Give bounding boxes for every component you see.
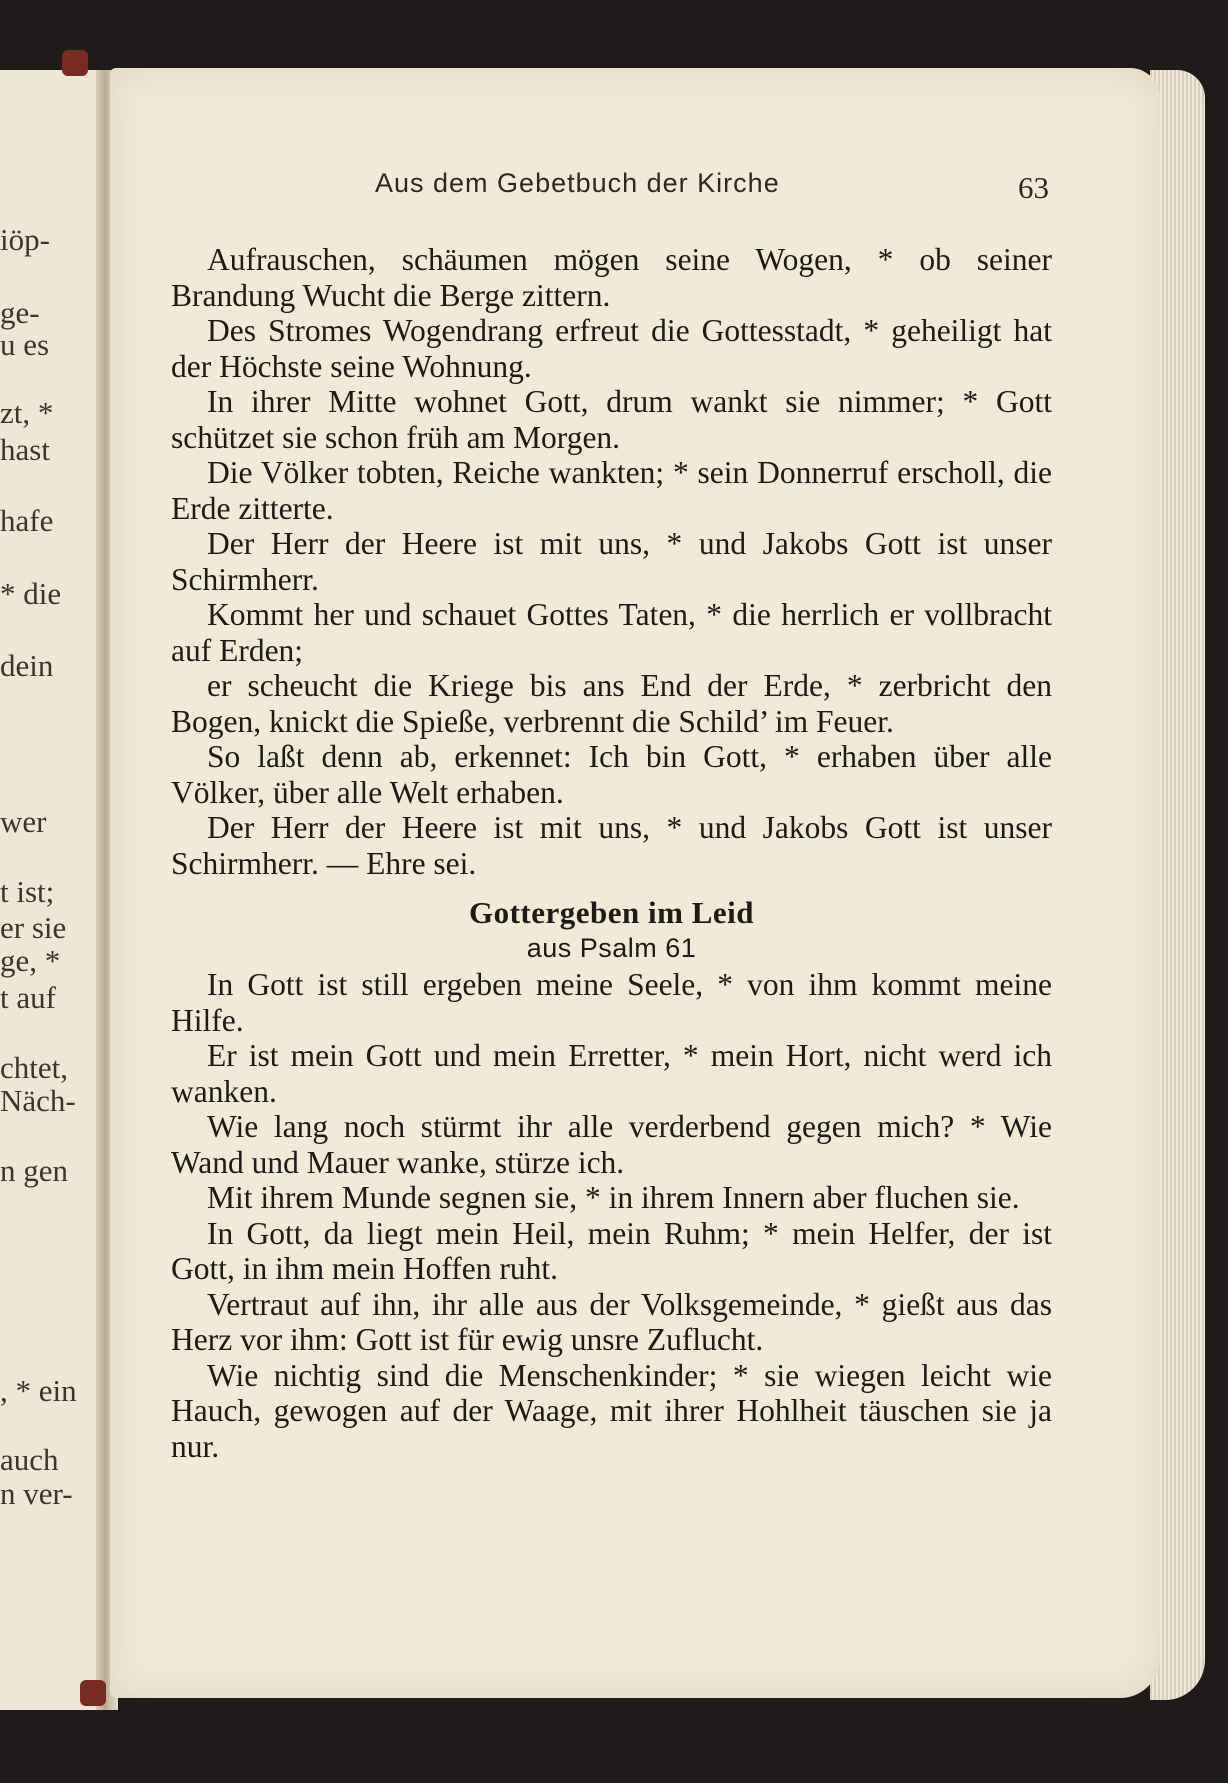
verse-paragraph: Der Herr der Heere ist mit uns, * und Jakobs Gott ist unser Schirmherr. — Ehre sei. (171, 810, 1052, 881)
left-page-fragment: , * ein (0, 1373, 77, 1408)
left-page-fragment: hast (0, 432, 50, 467)
verse-paragraph: Mit ihrem Munde segnen sie, * in ihrem Innern aber fluchen sie. (207, 1180, 1020, 1215)
spine-binding-mark (62, 50, 88, 76)
verse-paragraph: Er ist mein Gott und mein Erretter, * mein Hort, nicht werd ich wanken. (171, 1038, 1052, 1109)
verse-paragraph: Wie nichtig sind die Menschenkinder; * sie wiegen leicht wie Hauch, gewogen auf der Waage, mit ihrer Hohlheit täuschen sie ja nur. (171, 1357, 1052, 1464)
verse-paragraph: Die Völker tobten, Reiche wankten; * sein Donnerruf erscholl, die Erde zitterte. (171, 455, 1052, 526)
left-page-fragment: u es (0, 327, 50, 362)
left-page-fragment: t auf (0, 980, 56, 1015)
left-page-fragment: wer (0, 804, 47, 839)
verse-paragraph: Des Stromes Wogendrang erfreut die Gottesstadt, * geheiligt hat der Höchste seine Wohnung. (171, 313, 1052, 384)
page-text (171, 242, 1052, 1464)
verse-paragraph: Kommt her und schauet Gottes Taten, * die herrlich er vollbracht auf Erden; (171, 597, 1052, 668)
left-page-fragment: n gen (0, 1153, 69, 1188)
left-page-fragment: n ver- (0, 1476, 73, 1511)
verse-paragraph: er scheucht die Kriege bis ans End der Erde, * zerbricht den Bogen, knickt die Spieße, verbrennt die Schild’ im Feuer. (171, 668, 1052, 739)
left-page-fragment: iöp- (0, 222, 50, 257)
left-page-edge (0, 70, 110, 1710)
left-page-fragment: ge, * (0, 943, 61, 978)
section-subheading: aus Psalm 61 (526, 933, 697, 963)
left-page-fragment: auch (0, 1442, 59, 1477)
verse-paragraph: Wie lang noch stürmt ihr alle verderbend gegen mich? * Wie Wand und Mauer wanke, stürze ich. (171, 1109, 1052, 1180)
page-number: 63 (1018, 170, 1049, 205)
left-page-fragment: t ist; (0, 874, 55, 909)
left-page-fragment: hafe (0, 503, 54, 538)
verse-paragraph: Vertraut auf ihn, ihr alle aus der Volksgemeinde, * gießt aus das Herz vor ihm: Gott ist für ewig unsre Zuflucht. (171, 1286, 1052, 1357)
running-header: Aus dem Gebetbuch der Kirche (375, 168, 780, 198)
verse-paragraph: In Gott ist still ergeben meine Seele, * von ihm kommt meine Hilfe. (171, 967, 1052, 1038)
left-page-fragment: er sie (0, 910, 67, 945)
left-page-fragment: ge- (0, 295, 40, 330)
spine-binding-mark (80, 1680, 106, 1706)
left-page-fragment: chtet, (0, 1050, 68, 1085)
left-page-fragment: Näch- (0, 1083, 76, 1118)
verse-paragraph: In ihrer Mitte wohnet Gott, drum wankt sie nimmer; * Gott schützet sie schon früh am Morgen. (171, 384, 1052, 455)
left-page-fragment: * die (0, 576, 62, 611)
left-page-fragment: dein (0, 648, 54, 683)
section-heading: Gottergeben im Leid (468, 895, 754, 930)
verse-paragraph: So laßt denn ab, erkennet: Ich bin Gott, * erhaben über alle Völker, über alle Welt erhaben. (171, 739, 1052, 810)
left-page-fragment: zt, * (0, 395, 54, 430)
verse-paragraph: Aufrauschen, schäumen mögen seine Wogen, * ob seiner Brandung Wucht die Berge zittern. (171, 242, 1052, 313)
verse-paragraph: Der Herr der Heere ist mit uns, * und Jakobs Gott ist unser Schirmherr. (171, 526, 1052, 597)
verse-paragraph: In Gott, da liegt mein Heil, mein Ruhm; * mein Helfer, der ist Gott, in ihm mein Hoffen ruht. (171, 1215, 1052, 1286)
